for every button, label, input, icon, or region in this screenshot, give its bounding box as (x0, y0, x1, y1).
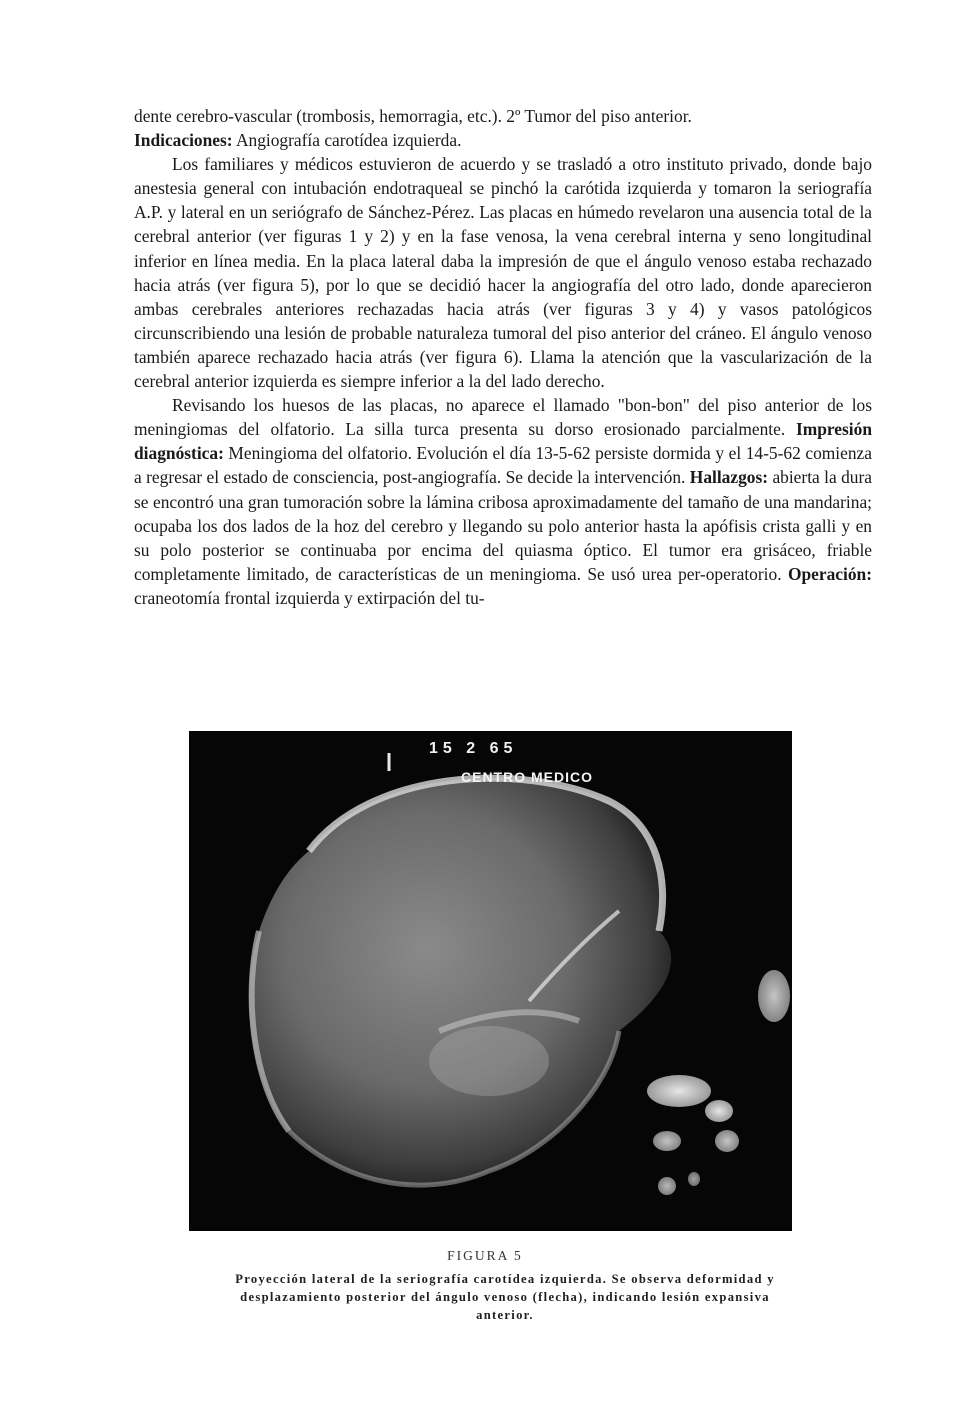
stamp-label: CENTRO MEDICO (461, 769, 593, 785)
paragraph-3-text-b: Meningioma del olfatorio. Evolución el día 13-5-62 persiste dormida y el 14-5-62 comienza a regresar el estado de consciencia, post-angiografía. Se decide la intervención. (134, 443, 872, 488)
paragraph-3-text-c: abierta la dura se encontró una gran tumoración sobre la lámina cribosa aproximadamente del tamaño de una mandarina; ocupaba los dos lados de la hoz del cerebro y llegando su polo anterior hasta la apófisis crista galli y en su polo posterior se continuaba por encima del quiasma óptico. El tumor era grisáceo, friable completamente limitado, de características de un meningioma. Se usó urea per-operatorio. (134, 467, 872, 584)
stamp-date: 15 2 65 (429, 740, 518, 757)
skull-xray-image (189, 731, 792, 1231)
indicaciones-text: Angiografía carotídea izquierda. (232, 130, 462, 151)
paragraph-3-text-a: Revisando los huesos de las placas, no aparece el llamado "bon-bon" del piso anterior de los meningiomas del olfatorio. La silla turca presenta su dorso erosionado parcialmente. (134, 395, 872, 440)
impresion-heading: Impresión diagnóstica: (134, 419, 872, 464)
paragraph-3-text-d: craneotomía frontal izquierda y extirpación del tu- (134, 587, 485, 608)
figure-caption: Proyección lateral de la seriografía carotídea izquierda. Se observa deformidad y desplazamiento posterior del ángulo venoso (flecha), indicando lesión expansiva anterior. (235, 1272, 775, 1322)
figure-label: FIGURA 5 (447, 1248, 523, 1263)
paragraph-2: Los familiares y médicos estuvieron de acuerdo y se trasladó a otro instituto privado, donde bajo anestesia general con intubación endotraqueal se pinchó la carótida izquierda y tomaron la seriografía A.P. y lateral en un seriógrafo de Sánchez-Pérez. Las placas en húmedo revelaron una ausencia total de la cerebral anterior (ver figuras 1 y 2) y en la fase venosa, la vena cerebral interna y seno longitudinal inferior en línea media. En la placa lateral daba la impresión de que el ángulo venoso estaba rechazado hacia atrás (ver figura 5), por lo que se decidió hacer la angiografía del otro lado, donde aparecieron ambas cerebrales anteriores rechazadas hacia atrás (ver figuras 3 y 4) y vasos patológicos circunscribiendo una lesión de probable naturaleza tumoral del piso anterior del cráneo. El ángulo venoso también aparece rechazado hacia atrás (ver figura 6). Llama la atención que la vascularización de la cerebral anterior izquierda es siempre inferior a la del lado derecho. (134, 154, 872, 392)
xray-figure (189, 731, 792, 1231)
paragraph-1 (134, 104, 872, 152)
indicaciones-heading: Indicaciones: (134, 130, 233, 151)
paragraph-3 (134, 393, 872, 610)
paragraph-1-line: dente cerebro-vascular (trombosis, hemorragia, etc.). 2º Tumor del piso anterior. (134, 106, 692, 126)
article-body (134, 104, 872, 610)
operacion-heading: Operación: (787, 563, 872, 584)
hallazgos-heading: Hallazgos: (689, 467, 769, 488)
